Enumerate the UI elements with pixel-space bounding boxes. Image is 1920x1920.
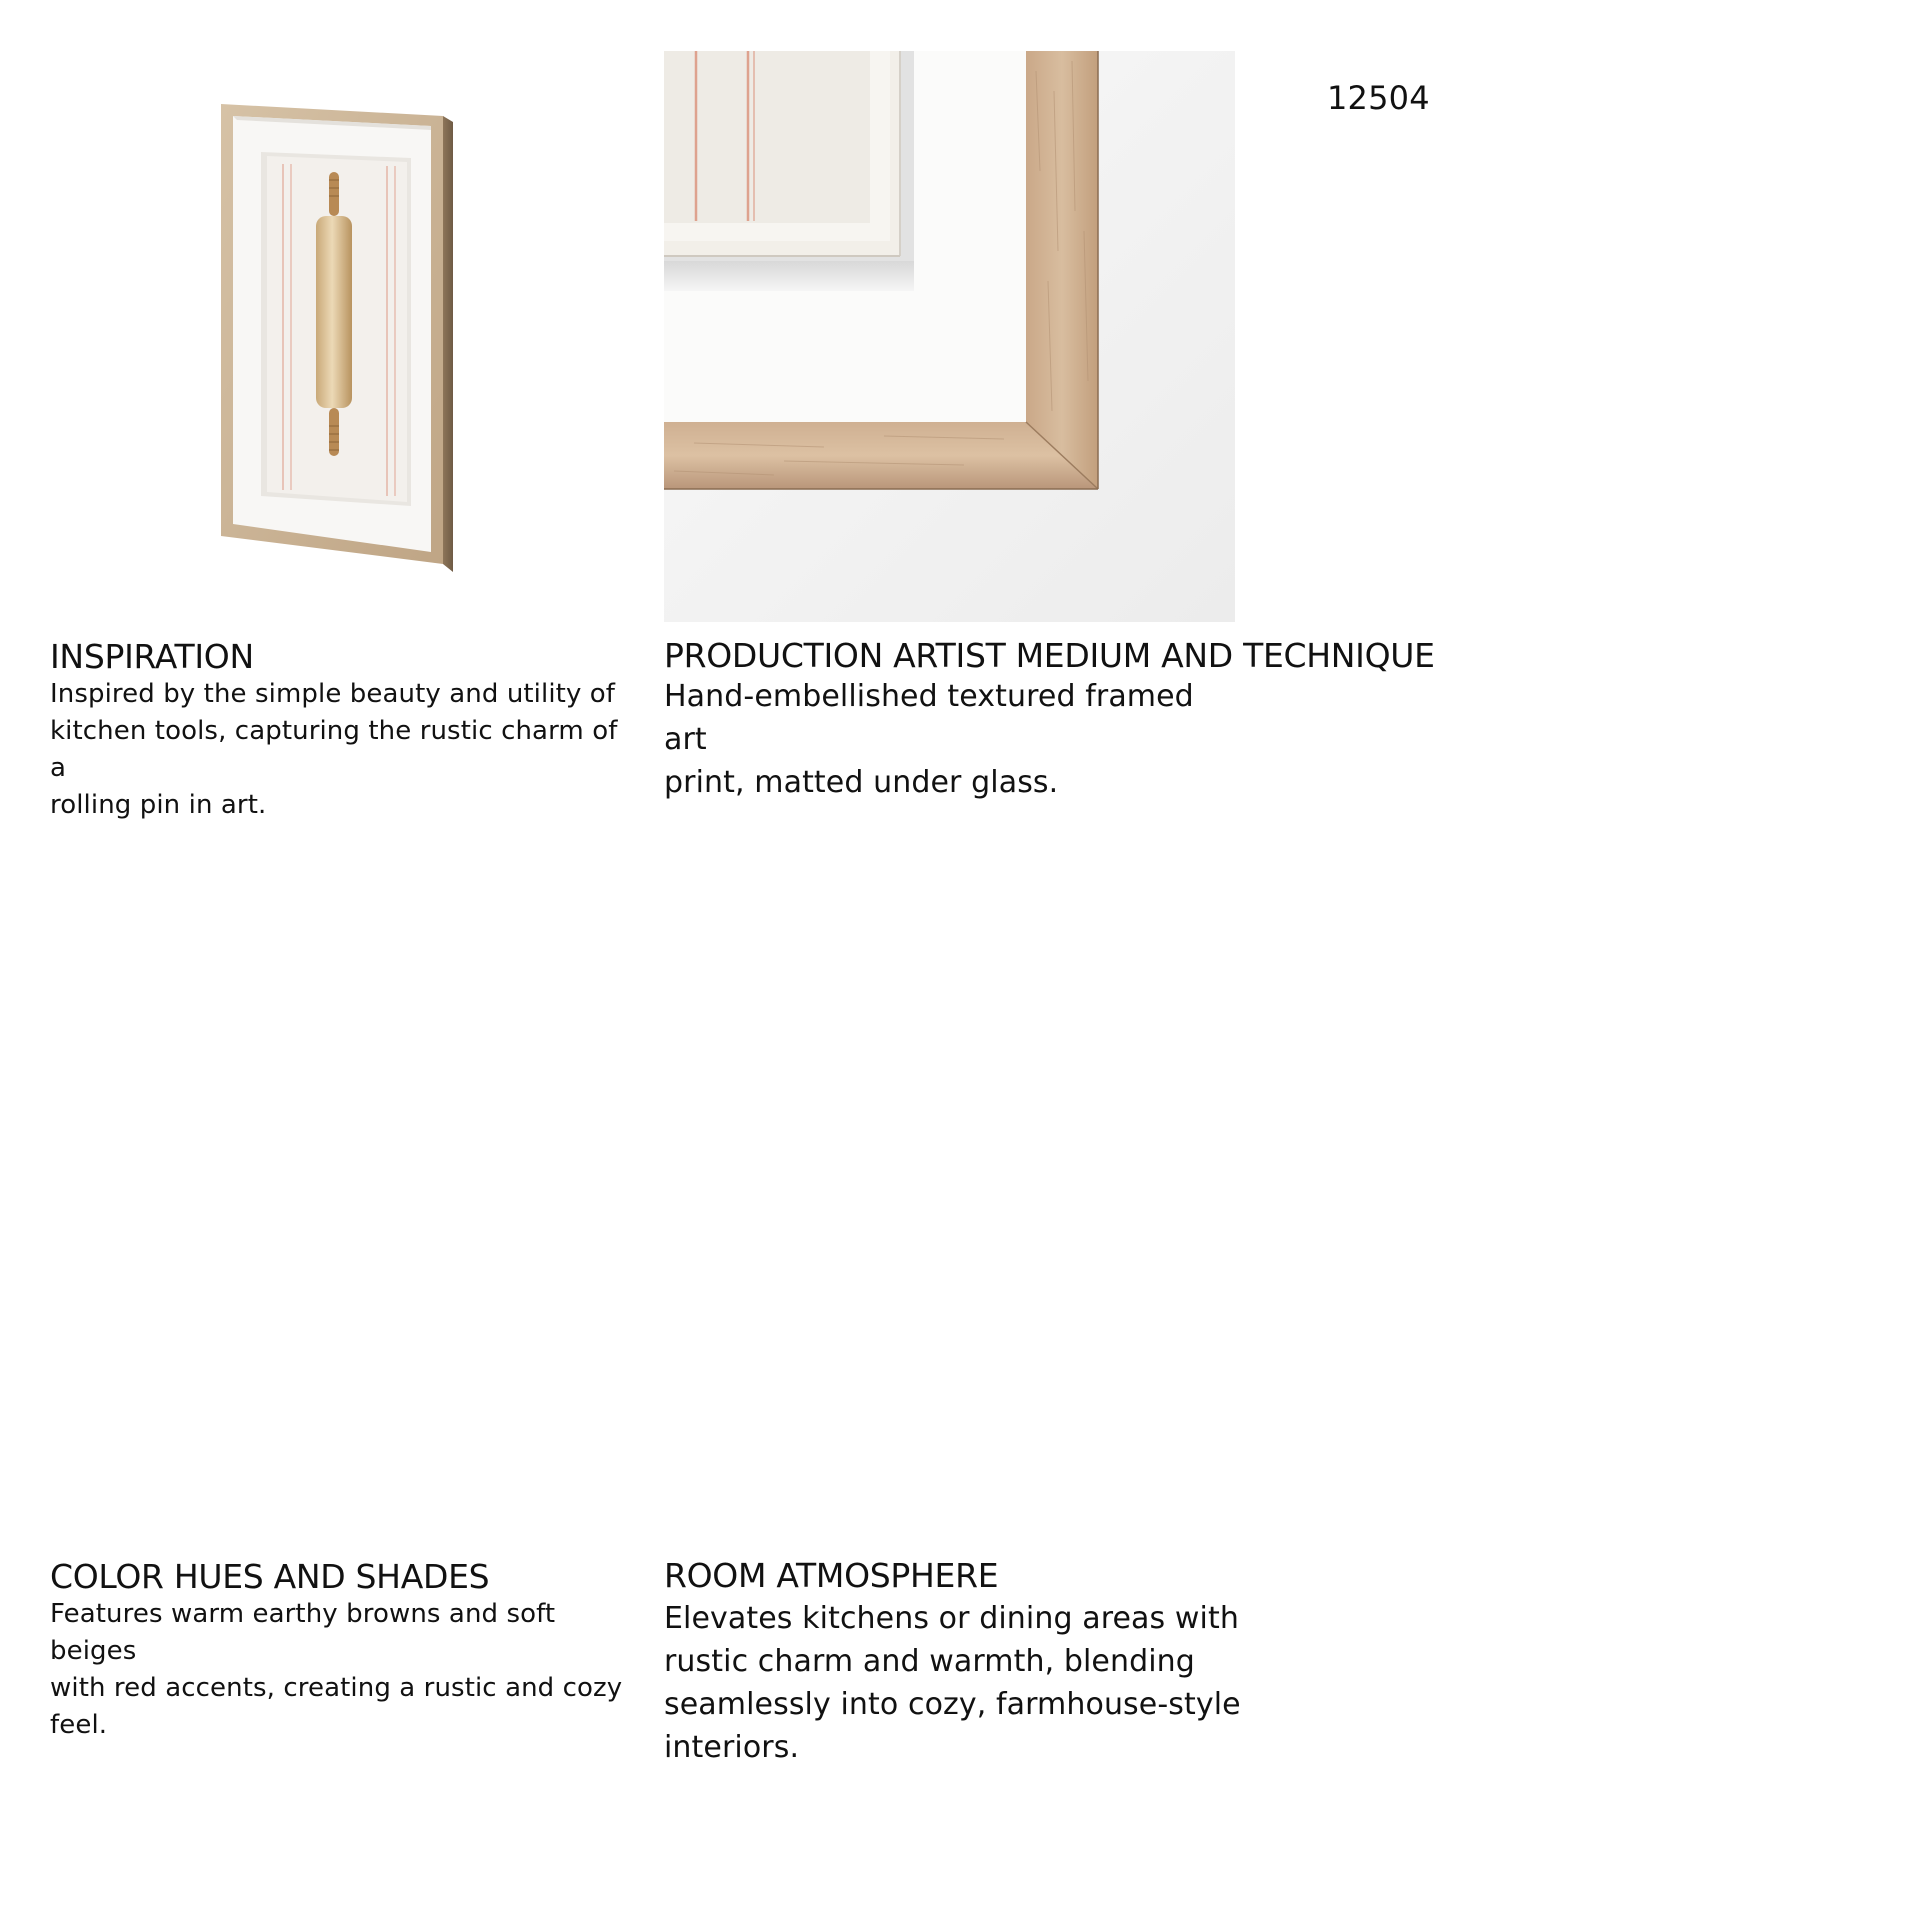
color-hues-heading: COLOR HUES AND SHADES bbox=[50, 1557, 490, 1596]
production-text: Hand-embellished textured framed art print, matted under glass. bbox=[664, 679, 1194, 800]
production-heading: PRODUCTION ARTIST MEDIUM AND TECHNIQUE bbox=[664, 636, 1435, 675]
color-hues-text: Features warm earthy browns and soft beiges with red accents, creating a rustic and cozy feel. bbox=[50, 1599, 623, 1740]
product-sku: 12504 bbox=[1327, 79, 1430, 117]
frame-corner-detail-image bbox=[664, 51, 1235, 622]
inspiration-heading: INSPIRATION bbox=[50, 637, 254, 676]
framed-print-image bbox=[221, 104, 453, 572]
room-atmosphere-heading: ROOM ATMOSPHERE bbox=[664, 1556, 999, 1595]
inspiration-text: Inspired by the simple beauty and utility of kitchen tools, capturing the rustic charm of a rolling pin in art. bbox=[50, 679, 618, 820]
room-atmosphere-text: Elevates kitchens or dining areas with rustic charm and warmth, blending seamlessly into cozy, farmhouse-style interiors. bbox=[664, 1601, 1241, 1765]
